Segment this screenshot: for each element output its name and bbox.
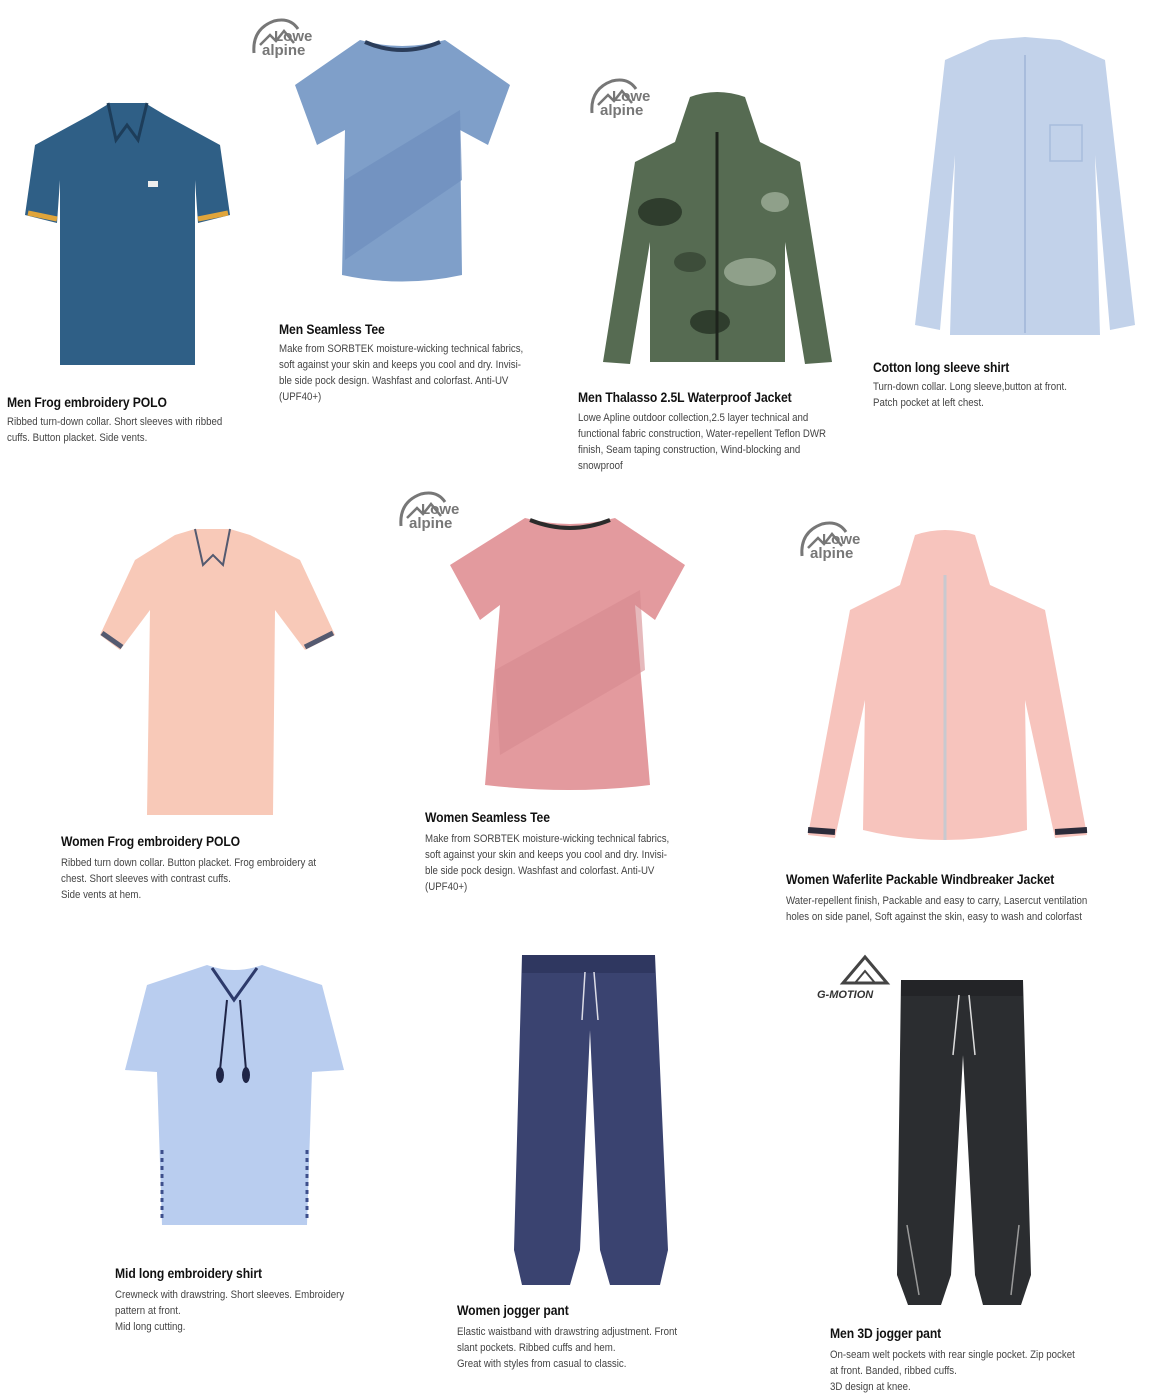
product-title: Mid long embroidery shirt: [115, 1266, 262, 1281]
product-description: Turn-down collar. Long sleeve,button at front. Patch pocket at left chest.: [873, 381, 1067, 409]
product-title: Women jogger pant: [457, 1303, 569, 1318]
product-description: Ribbed turn-down collar. Short sleeves with ribbed cuffs. Button placket. Side vents.: [7, 416, 223, 444]
polo-shirt-image: [20, 95, 235, 375]
product-title: Men Thalasso 2.5L Waterproof Jacket: [578, 390, 792, 405]
product-description: Ribbed turn down collar. Button placket. Frog embroidery at chest. Short sleeves with contrast cuffs. Side vents at hem.: [61, 857, 317, 901]
svg-text:alpine: alpine: [810, 545, 854, 562]
product-description: Elastic waistband with drawstring adjustment. Front slant pockets. Ribbed cuffs and hem. Great with styles from casual to classic.: [457, 1326, 678, 1370]
product-description: On-seam welt pockets with rear single pocket. Zip pocket at front. Banded, ribbed cuffs. 3D design at knee.: [830, 1349, 1075, 1393]
long-sleeve-shirt-image: [910, 35, 1140, 345]
svg-text:Lowe: Lowe: [822, 531, 861, 548]
jacket-image: [600, 92, 835, 372]
svg-text:alpine: alpine: [409, 515, 453, 532]
3d-jogger-pant-image: [893, 975, 1033, 1310]
product-description: Make from SORBTEK moisture-wicking technical fabrics, soft against your skin and keeps you cool and dry. Invisi- ble side pock design. Washfast and colorfast. Anti-UV (UPF40+): [425, 833, 670, 893]
product-title: Women Waferlite Packable Windbreaker Jacket: [786, 872, 1055, 887]
jogger-pant-image: [510, 950, 670, 1290]
product-title: Women Frog embroidery POLO: [61, 834, 241, 849]
product-description: Make from SORBTEK moisture-wicking technical fabrics, soft against your skin and keeps you cool and dry. Invisi- ble side pock design. Washfast and colorfast. Anti-UV (UPF40+): [279, 343, 524, 403]
product-title: Men Frog embroidery POLO: [7, 395, 167, 410]
women-tee-image: [445, 510, 695, 795]
svg-text:Lowe: Lowe: [612, 88, 651, 105]
product-title: Men Seamless Tee: [279, 322, 385, 337]
svg-text:G-MOTION: G-MOTION: [817, 989, 874, 1001]
product-title: Women Seamless Tee: [425, 810, 550, 825]
product-description: Lowe Apline outdoor collection,2.5 layer technical and functional fabric construction, Water-repellent Teflon DWR finish, Seam taping construction, Wind-blocking and snowproof: [578, 412, 827, 472]
windbreaker-jacket-image: [805, 530, 1090, 850]
svg-text:Lowe: Lowe: [274, 28, 313, 45]
product-title: Men 3D jogger pant: [830, 1326, 942, 1341]
product-title: Cotton long sleeve shirt: [873, 360, 1010, 375]
g-motion-logo: [815, 953, 895, 1001]
svg-text:alpine: alpine: [262, 42, 306, 59]
product-description: Crewneck with drawstring. Short sleeves. Embroidery pattern at front. Mid long cutting.: [115, 1289, 345, 1333]
tee-shirt-image: [290, 30, 515, 290]
svg-text:alpine: alpine: [600, 102, 644, 119]
embroidery-shirt-image: [122, 960, 347, 1230]
product-description: Water-repellent finish, Packable and easy to carry, Lasercut ventilation holes on side panel, Soft against the skin, easy to wash and colorfast: [786, 895, 1088, 923]
svg-text:Lowe: Lowe: [421, 501, 460, 518]
women-polo-image: [95, 525, 340, 820]
